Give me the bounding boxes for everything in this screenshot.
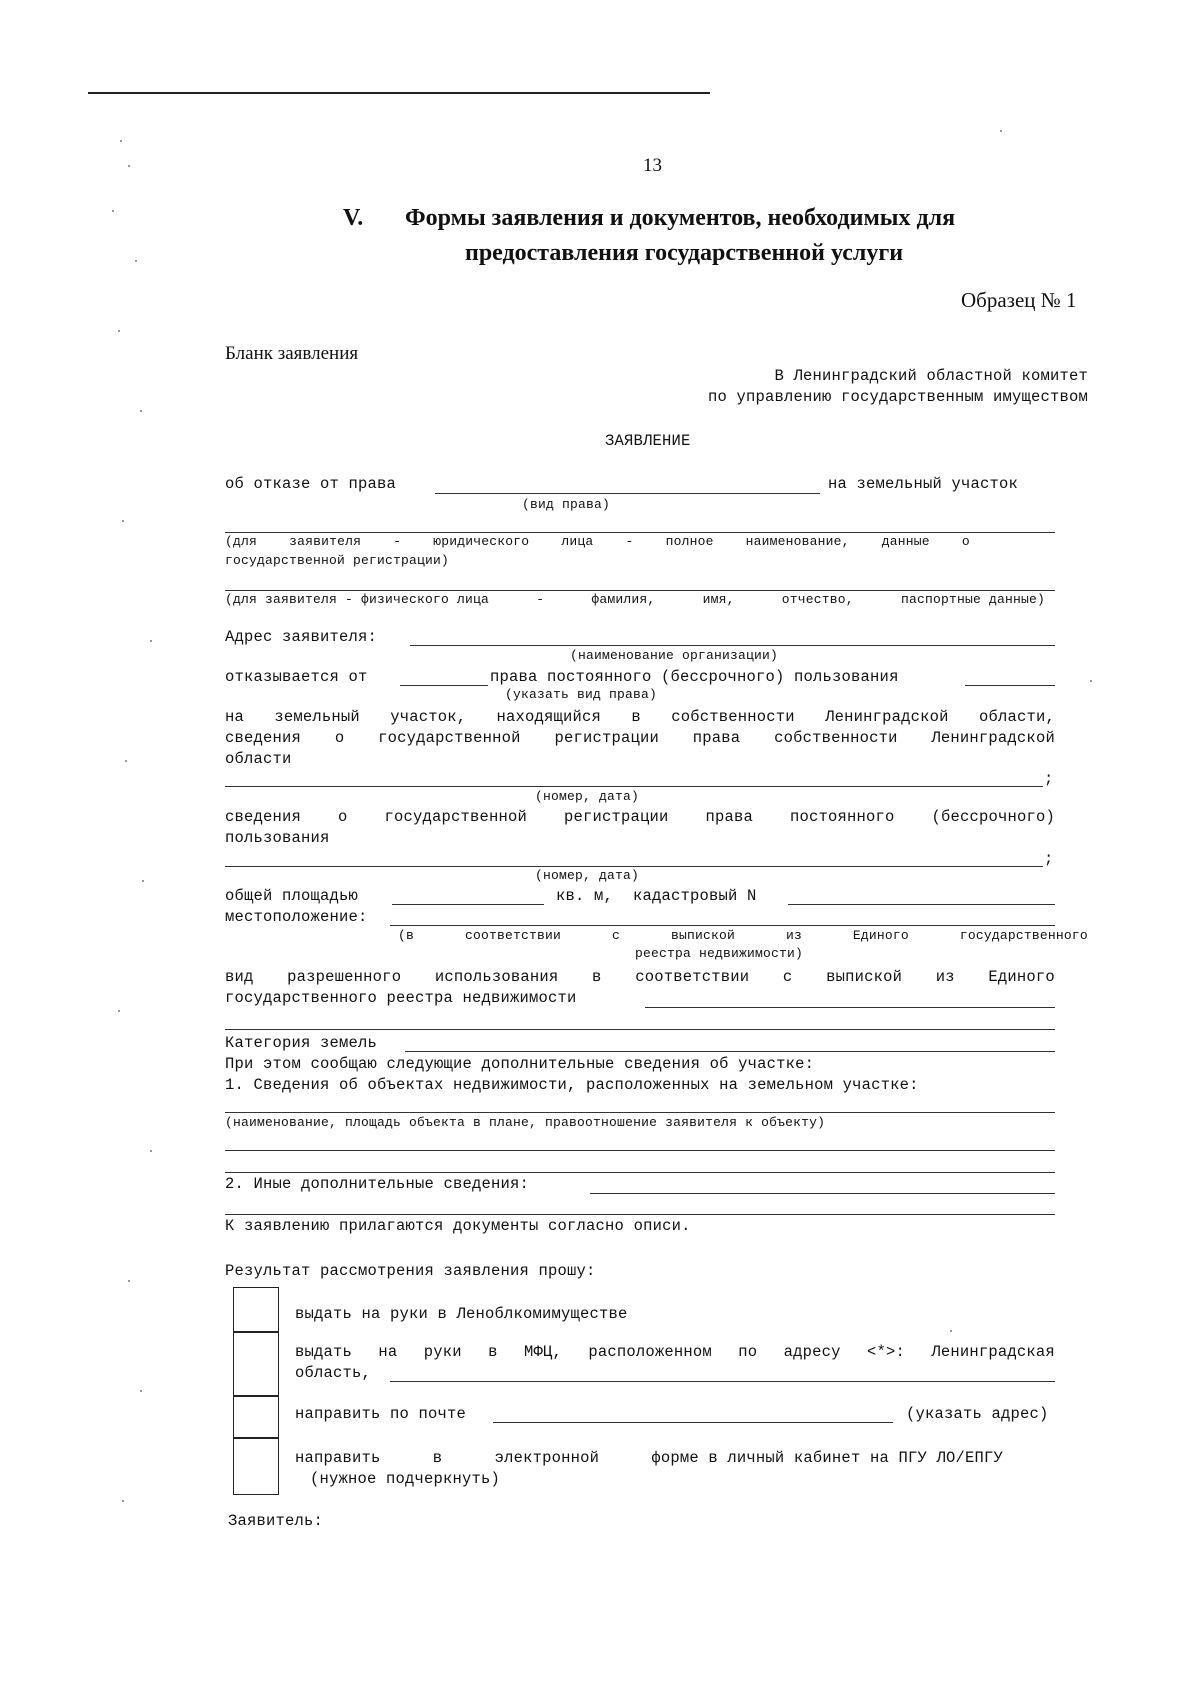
number-date-hint-2: (номер, дата) [535,868,640,883]
item1-field-2[interactable] [225,1150,1055,1151]
option-electronic-line2: (нужное подчеркнуть) [310,1470,501,1488]
item1-field-3[interactable] [225,1172,1055,1173]
sample-number: Образец № 1 [961,288,1077,312]
renounces-prefix: отказывается от [225,668,368,686]
area-label: общей площадью [225,887,359,905]
cadastral-number-field[interactable] [788,904,1055,905]
egrn-hint-line1: (в соответствии с выпиской из Единого государственного [398,928,1088,943]
option-post-checkbox[interactable] [233,1395,279,1439]
result-intro: Результат рассмотрения заявления прошу: [225,1262,596,1280]
legal-entity-hint-line1: (для заявителя - юридического лица - полное наименование, данные о [225,534,970,549]
right-type-hint: (вид права) [522,497,611,512]
permitted-use-line2: государственного реестра недвижимости [225,989,577,1007]
applicant-label: Заявитель: [228,1512,324,1530]
individual-field[interactable] [225,590,1055,591]
option-mfc-checkbox[interactable] [233,1331,279,1397]
land-category-field[interactable] [405,1051,1055,1052]
permitted-use-field-2[interactable] [225,1029,1055,1030]
option-post-hint: (указать адрес) [906,1405,1049,1423]
area-unit: кв. м, [556,887,614,905]
legal-entity-hint-line2: государственной регистрации) [225,553,450,568]
section-heading-line2: предоставления государственной услуги [465,240,904,266]
address-label: Адрес заявителя: [225,628,378,646]
option-mfc-line1: выдать на руки в МФЦ, расположенном по адресу <*>: Ленинградская [295,1343,1055,1361]
item1-label: 1. Сведения об объектах недвижимости, расположенных на земельном участке: [225,1076,919,1094]
use-right-line1: сведения о государственной регистрации права постоянного (бессрочного) [225,808,1055,826]
location-label: местоположение: [225,908,368,926]
individual-hint: (для заявителя - физического лица - фамилия, имя, отчество, паспортные данные) [225,592,1045,607]
item1-hint: (наименование, площадь объекта в плане, правоотношение заявителя к объекту) [225,1115,826,1130]
renounces-middle: права постоянного (бессрочного) пользования [490,668,899,686]
option-electronic-line1: направить в электронной форме в личный кабинет на ПГУ ЛО/ЕПГУ [295,1449,1003,1467]
land-plot-line1: на земельный участок, находящийся в собственности Ленинградской области, [225,708,1055,726]
option-mfc-line2: область, [295,1364,372,1382]
additional-intro: При этом сообщаю следующие дополнительные сведения об участке: [225,1055,815,1073]
refusal-prefix: об отказе от права [225,475,397,493]
renounce-right-hint: (указать вид права) [505,687,658,702]
land-category-label: Категория земель [225,1034,378,1052]
use-right-line2: пользования [225,829,330,847]
section-number: V. [343,205,364,231]
address-field[interactable] [410,645,1055,646]
ownership-registration-field[interactable] [225,786,1043,787]
section-heading-line1: Формы заявления и документов, необходимых для [405,205,956,231]
semicolon-2: ; [1044,850,1054,868]
item2-field-2[interactable] [225,1214,1055,1215]
area-field[interactable] [392,904,544,905]
item2-label: 2. Иные дополнительные сведения: [225,1175,530,1193]
addressee-line1: В Ленинградский областной комитет [774,367,1088,385]
renounce-right-field[interactable] [400,685,488,686]
option-electronic-checkbox[interactable] [233,1437,279,1495]
option-post-label: направить по почте [295,1405,467,1423]
mfc-address-field[interactable] [390,1381,1055,1382]
item1-field[interactable] [225,1112,1055,1113]
right-type-field[interactable] [435,493,820,494]
blank-label: Бланк заявления [225,343,359,364]
renounce-use-field[interactable] [965,685,1055,686]
item2-field[interactable] [590,1193,1055,1194]
form-title: ЗАЯВЛЕНИЕ [605,432,691,450]
option-leno-label: выдать на руки в Леноблкомимуществе [295,1305,628,1323]
page-number: 13 [643,155,662,176]
number-date-hint-1: (номер, дата) [535,789,640,804]
refusal-suffix: на земельный участок [828,475,1019,493]
cadastral-label: кадастровый N [633,887,757,905]
permitted-use-line1: вид разрешенного использования в соответствии с выпиской из Единого [225,968,1055,986]
post-address-field[interactable] [493,1422,893,1423]
land-plot-line2: сведения о государственной регистрации права собственности Ленинградской [225,729,1055,747]
attached-docs: К заявлению прилагаются документы согласно описи. [225,1217,691,1235]
egrn-hint-line2: реестра недвижимости) [635,946,804,961]
option-leno-checkbox[interactable] [233,1287,279,1333]
legal-entity-field[interactable] [225,532,1055,533]
use-registration-field[interactable] [225,866,1043,867]
land-plot-line3: области [225,750,292,768]
location-field[interactable] [390,925,1055,926]
addressee-line2: по управлению государственным имуществом [707,388,1088,406]
org-name-hint: (наименование организации) [570,648,779,663]
permitted-use-field[interactable] [645,1007,1055,1008]
header-rule [88,92,710,94]
semicolon-1: ; [1044,770,1054,788]
